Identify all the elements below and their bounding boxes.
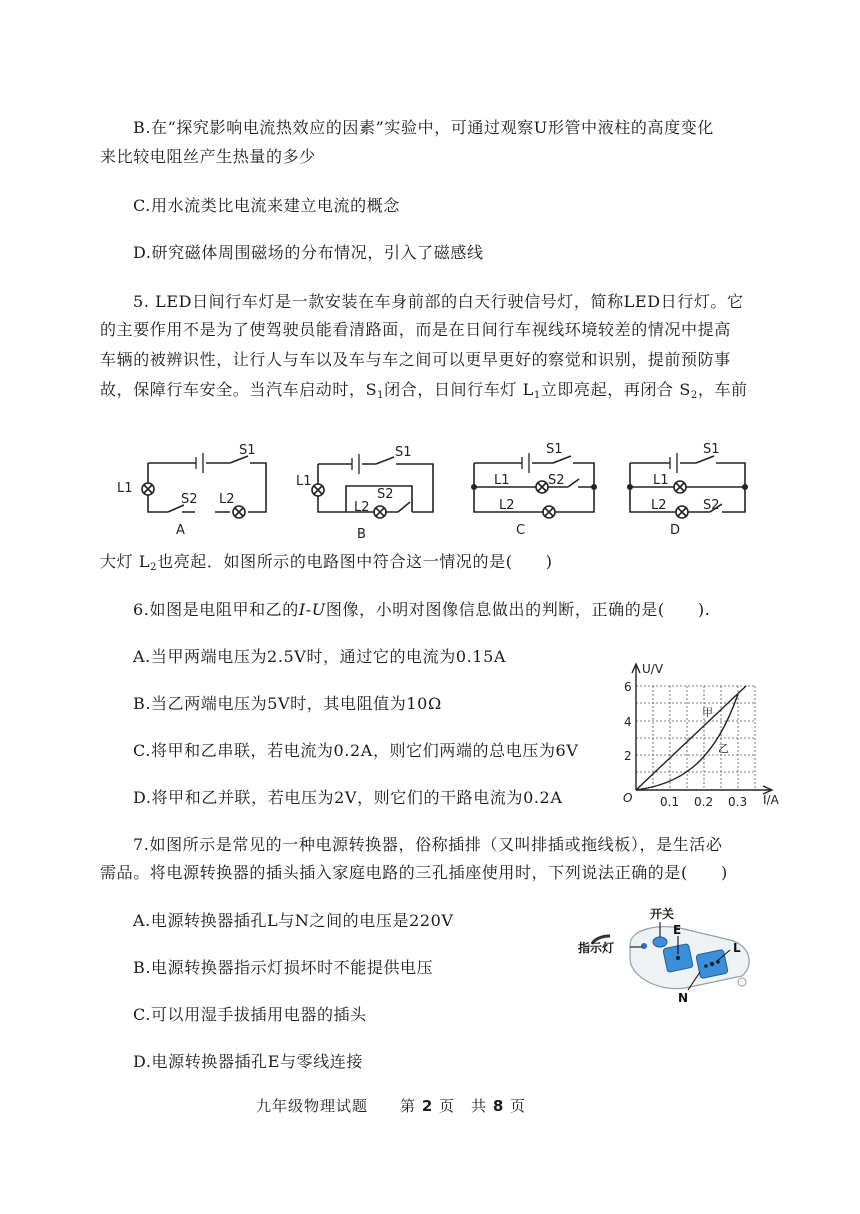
- q7-option-a: A.电源转换器插孔L与N之间的电压是220V: [133, 911, 454, 930]
- graph-x-tick-01: 0.1: [660, 795, 680, 809]
- circuit-d-l2-label: L2: [651, 498, 667, 513]
- q6-option-b: B.当乙两端电压为5V时，其电阻值为10Ω: [133, 694, 442, 713]
- circuit-c-s2-label: S2: [548, 473, 565, 488]
- circuit-c-l1-label: L1: [494, 473, 510, 488]
- graph-y-axis-label: U/V: [642, 662, 664, 676]
- circuit-c-l2-label: L2: [499, 498, 515, 513]
- graph-x-tick-03: 0.3: [728, 795, 748, 809]
- circuit-a: [142, 453, 266, 518]
- q4-option-b-line1: B.在“探究影响电流热效应的因素”实验中，可通过观察U形管中液柱的高度变化: [133, 118, 714, 137]
- circuit-a-l2-label: L2: [219, 492, 235, 507]
- graph-label-jia: 甲: [702, 706, 713, 719]
- q7-power-strip-figure: [570, 900, 770, 1010]
- q4-option-b-line2: 来比较电阻丝产生热量的多少: [100, 147, 316, 166]
- power-strip-body: [630, 927, 749, 989]
- graph-y-tick-4: 4: [624, 715, 632, 729]
- q5-stem-line1: 5. LED日间行车灯是一款安装在车身前部的白天行驶信号灯，简称LED日行灯。它: [133, 292, 744, 311]
- graph-origin-label: O: [623, 791, 633, 805]
- q6-option-d: D.将甲和乙并联，若电压为2V，则它们的干路电流为0.2A: [133, 788, 563, 807]
- graph-y-tick-2: 2: [624, 749, 632, 763]
- q7-option-d: D.电源转换器插孔E与零线连接: [133, 1052, 364, 1071]
- circuit-b-s2-label: S2: [377, 487, 394, 502]
- circuit-a-label: A: [176, 523, 185, 538]
- q7-stem-line2: 需品。将电源转换器的插头插入家庭电路的三孔插座使用时，下列说法正确的是( ): [100, 863, 728, 882]
- figure-e-label: E: [673, 923, 682, 937]
- q4-option-c: C.用水流类比电流来建立电流的概念: [133, 196, 400, 215]
- figure-l-label: L: [733, 941, 741, 955]
- q7-stem-line1: 7.如图所示是常见的一种电源转换器，俗称插排（又叫排插或拖线板），是生活必: [133, 835, 723, 854]
- graph-y-tick-6: 6: [624, 680, 632, 694]
- q6-stem: 6.如图是电阻甲和乙的I-U图像，小明对图像信息做出的判断，正确的是( ).: [133, 600, 711, 619]
- circuit-c: [472, 453, 596, 518]
- graph-x-axis-label: I/A: [763, 793, 779, 807]
- q6-option-a: A.当甲两端电压为2.5V时，通过它的电流为0.15A: [133, 647, 507, 666]
- circuit-a-s1-label: S1: [239, 443, 256, 458]
- q7-option-c: C.可以用湿手拔插用电器的插头: [133, 1005, 367, 1024]
- circuit-d-s2-label: S2: [703, 498, 720, 513]
- q5-stem-line4: 故，保障行车安全。当汽车启动时，$S_1$闭合，日间行车灯 $L_1$立即亮起，再闭合 $S_2$，车前: [100, 380, 748, 401]
- figure-indicator-label: 指示灯: [578, 941, 615, 955]
- circuit-a-l1-label: L1: [117, 481, 133, 496]
- circuit-c-label: C: [516, 523, 526, 538]
- figure-switch-label: 开关: [650, 907, 675, 921]
- q5-stem-line3: 车辆的被辨识性，让行人与车以及车与车之间可以更早更好的察觉和识别，提前预防事: [100, 350, 731, 369]
- q6-option-c: C.将甲和乙串联，若电流为0.2A，则它们两端的总电压为6V: [133, 741, 579, 760]
- q6-iu-graph: [618, 656, 788, 811]
- graph-label-yi: 乙: [718, 742, 729, 755]
- page-footer: 九年级物理试题 第 2 页 共 8 页: [256, 1097, 527, 1115]
- circuit-b-label: B: [357, 527, 366, 542]
- circuit-d: [628, 453, 747, 518]
- q7-option-b: B.电源转换器指示灯损坏时不能提供电压: [133, 958, 434, 977]
- q5-stem-line2: 的主要作用不是为了使驾驶员能看清路面，而是在日间行车视线环境较差的情况中提高: [100, 320, 731, 339]
- q4-option-d: D.研究磁体周围磁场的分布情况，引入了磁感线: [133, 243, 484, 262]
- circuit-b-s1-label: S1: [395, 445, 412, 460]
- circuit-a-s2-label: S2: [181, 492, 198, 507]
- circuit-d-label: D: [670, 523, 681, 538]
- graph-x-tick-02: 0.2: [694, 795, 714, 809]
- circuit-b: [312, 454, 433, 518]
- circuit-d-l1-label: L1: [653, 473, 669, 488]
- figure-n-label: N: [678, 991, 689, 1005]
- circuit-b-l2-label: L2: [354, 500, 370, 515]
- circuit-c-s1-label: S1: [546, 442, 563, 457]
- q5-stem-line5: 大灯 $L_2$也亮起．如图所示的电路图中符合这一情况的是( ): [100, 552, 553, 573]
- circuit-b-l1-label: L1: [296, 474, 312, 489]
- circuit-d-s1-label: S1: [703, 442, 720, 457]
